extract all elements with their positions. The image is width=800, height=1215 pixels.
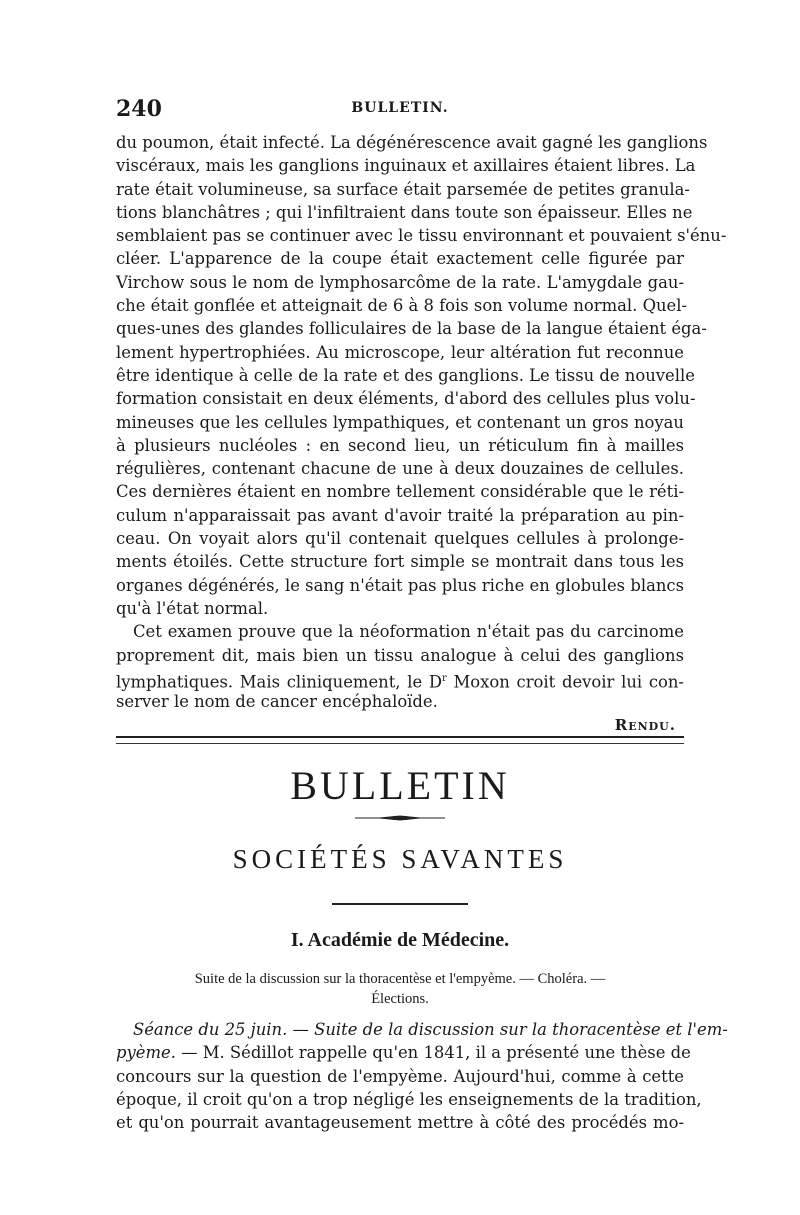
society-heading: I. Académie de Médecine.	[290, 929, 510, 951]
body-line: cléer. L'apparence de la coupe était exactement celle figurée par	[116, 249, 684, 269]
body-line: ments étoilés. Cette structure fort simple se montrait dans tous les	[116, 552, 684, 572]
body-line: Ces dernières étaient en nombre tellement considérable que le réti-	[116, 482, 684, 502]
session-paragraph	[116, 1018, 728, 1134]
body-line: ceau. On voyait alors qu'il contenait quelques cellules à prolonge-	[116, 529, 684, 549]
section-divider	[116, 736, 684, 744]
body-line	[116, 667, 684, 690]
text-segment: — M. Sédillot rappelle qu'en 1841, il a présenté une thèse de	[175, 1043, 691, 1063]
session-summary	[116, 969, 684, 1009]
text-segment: —	[287, 1020, 315, 1039]
body-line: server le nom de cancer encéphaloïde.	[116, 692, 438, 712]
body-line	[116, 1041, 691, 1064]
body-line: du poumon, était infecté. La dégénérescence avait gagné les ganglions	[116, 133, 708, 152]
short-rule	[332, 903, 468, 905]
body-line: mineuses que les cellules lympathiques, et contenant un gros noyau	[116, 412, 684, 432]
body-line: tions blanchâtres ; qui l'infiltraient dans toute son épaisseur. Elles ne	[116, 202, 693, 222]
body-line: che était gonflée et atteignait de 6 à 8 fois son volume normal. Quel-	[116, 296, 688, 316]
body-line: semblaient pas se continuer avec le tissu environnant et pouvaient s'énu-	[116, 226, 727, 246]
body-line: lement hypertrophiées. Au microscope, leur altération fut reconnue	[116, 342, 684, 362]
body-line: Cet examen prouve que la néoformation n'était pas du carcinome	[133, 622, 684, 642]
body-line: culum n'apparaissait pas avant d'avoir traité la préparation au pin-	[116, 505, 684, 525]
body-line: concours sur la question de l'empyème. Aujourd'hui, comme à cette	[116, 1066, 684, 1086]
subsection-title: SOCIÉTÉS SAVANTES	[232, 844, 568, 874]
body-line: qu'à l'état normal.	[116, 598, 269, 618]
session-topic: pyème.	[116, 1043, 176, 1063]
body-line: être identique à celle de la rate et des ganglions. Le tissu de nouvelle	[116, 365, 695, 385]
signature-line	[116, 713, 684, 736]
report-paragraph	[116, 131, 727, 737]
text-segment: Moxon croit devoir lui con-	[446, 672, 684, 692]
signature: Rendu.	[614, 716, 676, 735]
body-line: époque, il croit qu'on a trop négligé les enseignements de la tradition,	[116, 1089, 702, 1109]
body-line: et qu'on pourrait avantageusement mettre à côté des procédés mo-	[116, 1113, 684, 1133]
ornament-rule	[355, 814, 445, 822]
summary-line: Suite de la discussion sur la thoracentèse et l'empyème. — Choléra. —	[194, 971, 606, 987]
body-line: ques-unes des glandes folliculaires de la base de la langue étaient éga-	[116, 319, 707, 339]
body-line	[116, 1018, 728, 1041]
body-line: à plusieurs nucléoles : en second lieu, un réticulum fin à mailles	[116, 435, 684, 455]
page-number: 240	[116, 96, 162, 122]
running-title: BULLETIN.	[351, 100, 449, 116]
superscript: r	[442, 672, 447, 684]
session-date: Séance du 25 juin.	[133, 1020, 288, 1039]
session-topic: Suite de la discussion sur la thoracentèse et l'em-	[314, 1020, 728, 1039]
running-head	[116, 96, 684, 122]
body-line: rate était volumineuse, sa surface était parsemée de petites granula-	[116, 179, 690, 199]
body-line: régulières, contenant chacune de une à deux douzaines de cellules.	[116, 459, 684, 479]
body-line: proprement dit, mais bien un tissu analogue à celui des ganglions	[116, 645, 684, 665]
section-title: BULLETIN	[290, 763, 510, 808]
body-line: organes dégénérés, le sang n'était pas plus riche en globules blancs	[116, 575, 684, 595]
body-line: viscéraux, mais les ganglions inguinaux et axillaires étaient libres. La	[116, 156, 696, 176]
body-line: formation consistait en deux éléments, d'abord des cellules plus volu-	[116, 389, 696, 409]
body-line: Virchow sous le nom de lymphosarcôme de la rate. L'amygdale gau-	[116, 272, 684, 292]
summary-line: Élections.	[371, 991, 429, 1007]
text-segment: lymphatiques. Mais cliniquement, le D	[116, 672, 443, 692]
